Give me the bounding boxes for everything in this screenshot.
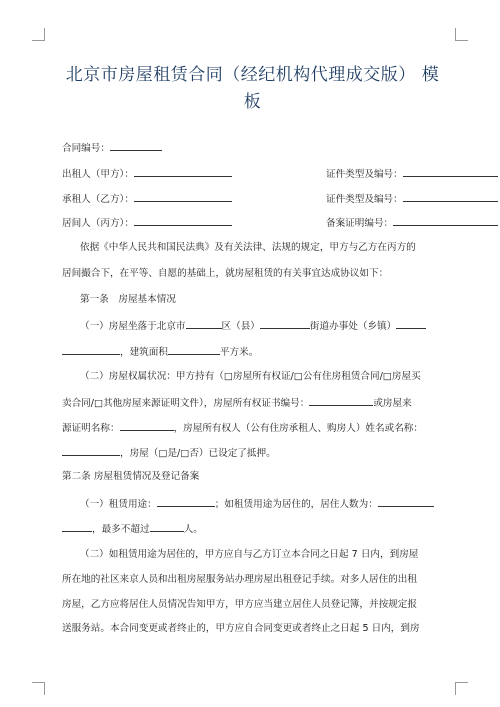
- owner-name-blank[interactable]: [62, 445, 120, 456]
- lessor-line: [62, 166, 442, 181]
- area-text: ，建筑面积: [120, 347, 168, 358]
- broker-record: [326, 215, 498, 230]
- article-1-heading: 第一条 房屋基本情况: [80, 294, 176, 305]
- art2-max-line: [62, 521, 203, 536]
- corner-mark-top-left: [32, 28, 45, 41]
- art2-register-line-2: 所在地的社区来京人员和出租房屋服务站办理房屋出租登记手续。对多人居住的出租: [62, 574, 417, 585]
- art1-ownership-line-2: [62, 395, 412, 410]
- lessee-blank[interactable]: [134, 191, 232, 202]
- corner-mark-top-right: [455, 28, 468, 41]
- art2-register-line-4: 送服务站。本合同变更或者终止的，甲方应自合同变更或者终止之日起 5 日内，到房: [62, 623, 420, 634]
- township-blank[interactable]: [396, 318, 426, 329]
- corner-mark-bottom-left: [32, 682, 45, 695]
- ownership-cert-end: 或房屋来: [373, 398, 412, 409]
- art1-location-text: （一）房屋坐落于北京市: [80, 321, 186, 332]
- area-blank[interactable]: [168, 344, 220, 355]
- record-no-blank[interactable]: [393, 215, 498, 226]
- source-name-text: 源证明名称：: [62, 423, 120, 434]
- address-blank[interactable]: [62, 344, 120, 355]
- residents-text: ；如租赁用途为居住的，居住人数为：: [214, 499, 378, 510]
- lessee-id-label: 证件类型及编号：: [326, 194, 403, 205]
- art1-ownership-line-3: [62, 420, 423, 435]
- mortgage-text: ，房屋（□是/□否）已设定了抵押。: [120, 448, 276, 459]
- broker-blank[interactable]: [134, 215, 232, 226]
- lessee-label: 承租人（乙方）：: [62, 194, 134, 205]
- cert-no-blank[interactable]: [309, 395, 373, 406]
- area-unit: 平方米。: [219, 347, 259, 358]
- broker-line: [62, 215, 442, 230]
- district-text: 区（县）: [221, 321, 260, 332]
- lessor-id-type: [326, 166, 498, 181]
- source-name-blank[interactable]: [120, 420, 174, 431]
- residents-blank[interactable]: [378, 496, 434, 507]
- max-blank[interactable]: [150, 521, 184, 532]
- intro-line-1: 依据《中华人民共和国民法典》及有关法律、法规的规定，甲方与乙方在丙方的: [80, 242, 416, 253]
- contract-no-label: 合同编号：: [62, 143, 110, 154]
- broker-label: 居间人（丙方）：: [62, 218, 134, 229]
- lessor-id-blank[interactable]: [403, 166, 498, 177]
- lessee-id-blank[interactable]: [403, 191, 498, 202]
- lessee-id-type: [326, 191, 498, 206]
- street-text: 街道办事处（乡镇）: [309, 321, 397, 332]
- lessor-label: 出租人（甲方）：: [62, 169, 134, 180]
- art2-register-line-3: 房屋，乙方应将居住人员情况告知甲方，甲方应当建立居住人员登记簿，并按规定报: [62, 599, 417, 610]
- residents-cont-blank[interactable]: [62, 521, 92, 532]
- lessor-blank[interactable]: [134, 166, 232, 177]
- lessee-line: [62, 191, 442, 206]
- lessor-id-label: 证件类型及编号：: [326, 169, 403, 180]
- art2-use-line: [80, 496, 434, 511]
- art1-location-line: [80, 318, 426, 333]
- art1-ownership-line-1: （二）房屋权属状况：甲方持有（□房屋所有权证/□公有住房租赁合同/□房屋买: [80, 371, 421, 382]
- art1-ownership-line-4: [62, 445, 276, 460]
- ownership-cert-text: 卖合同/□其他房屋来源证明文件），房屋所有权证书编号：: [62, 398, 310, 409]
- record-no-label: 备案证明编号：: [326, 218, 394, 229]
- district-blank[interactable]: [186, 318, 222, 329]
- max-text: ，最多不超过: [92, 524, 150, 535]
- document-title: 北京市房屋租赁合同（经纪机构代理成交版） 模板: [65, 65, 440, 112]
- contract-no-blank[interactable]: [110, 140, 162, 151]
- street-blank[interactable]: [260, 318, 310, 329]
- intro-line-2: 居间撮合下，在平等、自愿的基础上，就房屋租赁的有关事宜达成协议如下：: [62, 268, 389, 279]
- use-text: （一）租赁用途：: [80, 499, 157, 510]
- corner-mark-bottom-right: [455, 682, 468, 695]
- contract-no-line: [62, 140, 162, 155]
- art2-register-line-1: （二）如租赁用途为居住的，甲方应自与乙方订立本合同之日起 7 日内，到房屋: [80, 549, 419, 560]
- use-blank[interactable]: [157, 496, 215, 507]
- article-2-heading: 第二条 房屋租赁情况及登记备案: [62, 471, 200, 482]
- art1-area-line: [62, 344, 258, 359]
- owner-name-text: ，房屋所有权人（公有住房承租人、购房人）姓名或名称：: [173, 423, 423, 434]
- max-unit: 人。: [183, 524, 203, 535]
